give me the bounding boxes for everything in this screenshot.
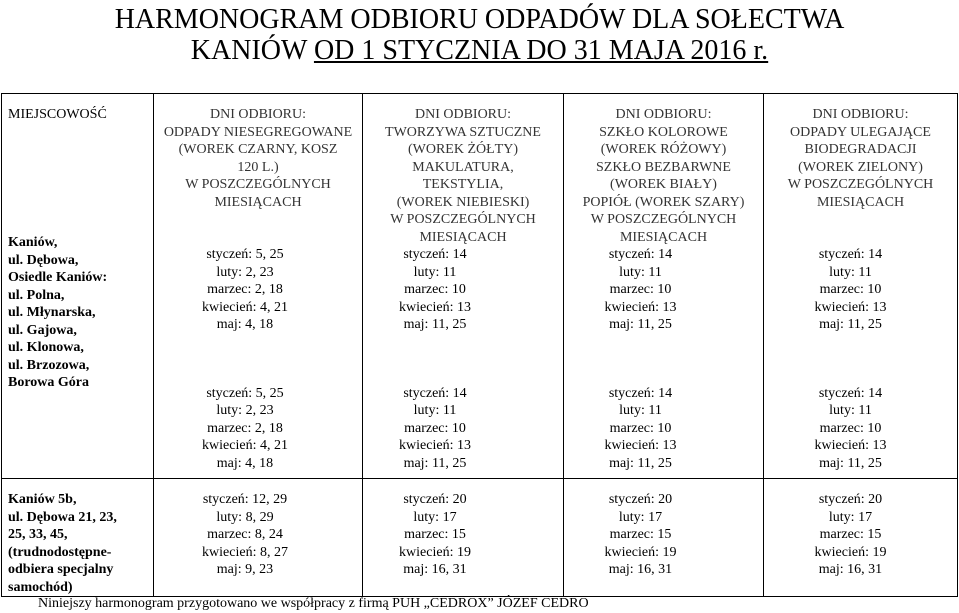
text-line: maj: 11, 25 bbox=[819, 455, 882, 471]
page-title-line2 bbox=[0, 35, 959, 67]
text-line: marzec: 15 bbox=[609, 527, 672, 542]
table-row bbox=[2, 94, 958, 479]
text-line: maj: 16, 31 bbox=[403, 562, 467, 577]
text-line: maj: 11, 25 bbox=[819, 317, 882, 332]
text-line: MAKULATURA, bbox=[412, 159, 514, 175]
text-line: (trudnodostępne- bbox=[8, 544, 112, 560]
text-line: SZKŁO BEZBARWNE bbox=[596, 159, 731, 175]
text-line: ODPADY NIESEGREGOWANE bbox=[163, 124, 353, 140]
text-line: marzec: 8, 24 bbox=[207, 527, 283, 542]
text-line: Osiedle Kaniów: bbox=[8, 270, 108, 285]
text-line: luty: 11 bbox=[413, 264, 457, 280]
text-line: styczeń: 5, 25 bbox=[206, 247, 284, 262]
text-line: styczeń: 14 bbox=[818, 385, 883, 401]
text-line: TWORZYWA SZTUCZNE bbox=[385, 124, 541, 140]
text-line: DNI ODBIORU: bbox=[209, 107, 307, 122]
location-list-b: Borowa Góra bbox=[8, 375, 90, 390]
bio-dates-a bbox=[744, 246, 957, 334]
text-line: ul. Dębowa, bbox=[8, 252, 79, 268]
table-row bbox=[2, 479, 958, 597]
text-line: marzec: 10 bbox=[819, 282, 882, 297]
text-line: ul. Gajowa, bbox=[8, 322, 77, 338]
text-line: kwiecień: 13 bbox=[399, 438, 471, 453]
text-line: 120 L.) bbox=[237, 159, 279, 175]
text-line: POPIÓŁ (WOREK SZARY) bbox=[582, 194, 745, 210]
text-line: DNI ODBIORU: bbox=[414, 107, 512, 122]
text-line: maj: 16, 31 bbox=[818, 562, 883, 577]
glass-dates-a bbox=[518, 246, 763, 334]
text-line: MIESIĄCACH bbox=[419, 229, 507, 245]
text-line: styczeń: 14 bbox=[608, 385, 673, 401]
text-line: luty: 17 bbox=[413, 509, 457, 525]
text-line: styczeń: 14 bbox=[403, 247, 467, 262]
text-line: marzec: 15 bbox=[404, 527, 466, 542]
text-line: DNI ODBIORU: bbox=[812, 107, 909, 122]
text-line: W POSZCZEGÓLNYCH bbox=[590, 212, 737, 227]
text-line: maj: 11, 25 bbox=[403, 317, 467, 332]
text-line: kwiecień: 8, 27 bbox=[202, 544, 288, 560]
text-line: ul. Polna, bbox=[8, 287, 65, 303]
text-line: kwiecień: 4, 21 bbox=[202, 438, 288, 453]
text-line: W POSZCZEGÓLNYCH bbox=[787, 177, 934, 192]
bio-dates-c bbox=[744, 491, 957, 579]
text-line: SZKŁO KOLOROWE bbox=[599, 124, 728, 140]
text-line: TEKSTYLIA, bbox=[422, 177, 504, 192]
footer-note: Niniejszy harmonogram przygotowano we współpracy z firmą PUH „CEDROX” JÓZEF CEDRO bbox=[38, 596, 589, 611]
text-line: kwiecień: 13 bbox=[814, 299, 887, 315]
text-line: luty: 2, 23 bbox=[216, 403, 274, 418]
text-line: ul. Klonowa, bbox=[8, 340, 84, 355]
text-line: styczeń: 12, 29 bbox=[202, 492, 288, 507]
text-line: styczeń: 20 bbox=[403, 492, 467, 507]
text-line: maj: 11, 25 bbox=[609, 455, 672, 471]
text-line: Kaniów 5b, bbox=[8, 492, 77, 507]
text-line: maj: 4, 18 bbox=[216, 455, 274, 471]
text-line: samochód) bbox=[8, 579, 73, 595]
text-line: maj: 4, 18 bbox=[216, 317, 274, 332]
text-line: marzec: 15 bbox=[819, 527, 882, 542]
text-line: kwiecień: 4, 21 bbox=[202, 299, 288, 315]
text-line: kwiecień: 13 bbox=[604, 438, 677, 453]
text-line: maj: 11, 25 bbox=[403, 455, 467, 471]
text-line: luty: 11 bbox=[413, 403, 457, 418]
text-line: ul. Brzozowa, bbox=[8, 357, 90, 373]
text-line: MIESIĄCACH bbox=[619, 229, 708, 245]
text-line: marzec: 10 bbox=[609, 420, 672, 436]
text-line: marzec: 10 bbox=[404, 420, 466, 436]
text-line: styczeń: 14 bbox=[818, 247, 883, 262]
text-line: kwiecień: 19 bbox=[399, 544, 471, 560]
text-line: styczeń: 20 bbox=[608, 492, 673, 507]
text-line: maj: 16, 31 bbox=[608, 562, 673, 577]
text-line: BIODEGRADACJI bbox=[804, 142, 917, 157]
bio-cell bbox=[764, 94, 958, 479]
text-line: ul. Młynarska, bbox=[8, 305, 96, 320]
plastics-header bbox=[363, 106, 563, 246]
text-line: styczeń: 5, 25 bbox=[206, 385, 284, 401]
text-line: luty: 17 bbox=[618, 509, 663, 525]
text-line: marzec: 10 bbox=[609, 282, 672, 297]
bio-dates-b bbox=[744, 385, 957, 473]
text-line: styczeń: 20 bbox=[818, 492, 883, 507]
text-line: ul. Dębowa 21, 23, bbox=[8, 509, 117, 525]
text-line: luty: 17 bbox=[828, 509, 873, 525]
text-line: styczeń: 14 bbox=[403, 385, 467, 401]
text-line: marzec: 10 bbox=[404, 282, 466, 297]
text-line: MIESIĄCACH bbox=[816, 194, 905, 210]
text-line: marzec: 2, 18 bbox=[207, 420, 283, 436]
text-line: odbiera specjalny bbox=[8, 562, 114, 577]
page-title-line1: HARMONOGRAM ODBIORU ODPADÓW DLA SOŁECTWA bbox=[114, 4, 845, 35]
text-line: 25, 33, 45, bbox=[8, 527, 68, 542]
glass-dates-c bbox=[518, 491, 763, 579]
bio-header bbox=[764, 106, 957, 246]
text-line: maj: 9, 23 bbox=[216, 562, 274, 577]
text-line: luty: 11 bbox=[619, 264, 662, 280]
location-header: MIEJSCOWOŚĆ bbox=[8, 107, 107, 122]
text-line: kwiecień: 13 bbox=[814, 438, 887, 453]
text-line: MIESIĄCACH bbox=[214, 194, 302, 210]
bio-cell bbox=[764, 479, 958, 597]
text-line: kwiecień: 13 bbox=[399, 299, 471, 315]
text-line: kwiecień: 19 bbox=[814, 544, 887, 560]
text-line: luty: 8, 29 bbox=[216, 509, 274, 525]
text-line: marzec: 10 bbox=[819, 420, 882, 436]
schedule-table bbox=[1, 93, 958, 597]
text-line: ODPADY ULEGAJĄCE bbox=[790, 124, 931, 140]
text-line: styczeń: 14 bbox=[608, 247, 673, 262]
text-line: W POSZCZEGÓLNYCH bbox=[390, 212, 536, 227]
text-line: kwiecień: 13 bbox=[604, 299, 677, 315]
text-line: luty: 11 bbox=[829, 403, 872, 418]
glass-cell bbox=[564, 479, 764, 597]
text-line: (WOREK BIAŁY) bbox=[610, 177, 717, 192]
text-line: (WOREK ZIELONY) bbox=[798, 159, 923, 175]
text-line: (WOREK ŻÓŁTY) bbox=[407, 142, 519, 157]
glass-header bbox=[564, 106, 763, 246]
text-line: DNI ODBIORU: bbox=[615, 107, 712, 122]
title-prefix: KANIÓW bbox=[190, 35, 314, 66]
text-line: luty: 11 bbox=[829, 264, 872, 280]
text-line: luty: 2, 23 bbox=[216, 264, 274, 280]
text-line: W POSZCZEGÓLNYCH bbox=[185, 177, 331, 192]
text-line: kwiecień: 19 bbox=[604, 544, 677, 560]
text-line: marzec: 2, 18 bbox=[207, 282, 283, 297]
text-line: maj: 11, 25 bbox=[609, 317, 672, 332]
text-line: (WOREK CZARNY, KOSZ bbox=[178, 142, 338, 157]
text-line: luty: 11 bbox=[619, 403, 662, 418]
glass-dates-b bbox=[518, 385, 763, 473]
text-line: (WOREK RÓŻOWY) bbox=[600, 142, 727, 157]
glass-cell bbox=[564, 94, 764, 479]
text-line: Kaniów, bbox=[8, 235, 58, 250]
text-line: (WOREK NIEBIESKI) bbox=[396, 194, 530, 210]
mixed-waste-header bbox=[154, 106, 362, 211]
title-date-range: OD 1 STYCZNIA DO 31 MAJA 2016 r. bbox=[313, 35, 769, 66]
